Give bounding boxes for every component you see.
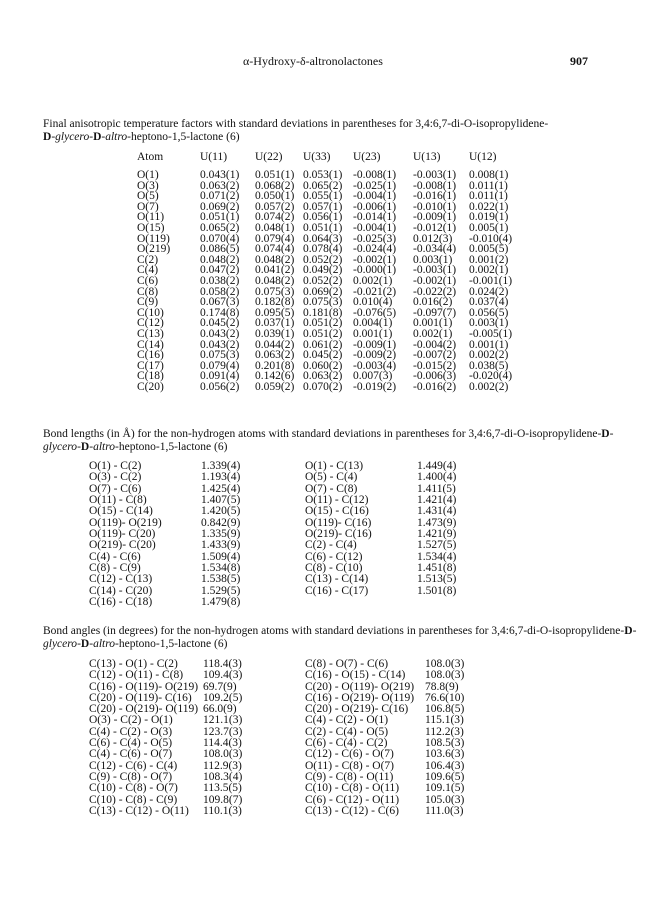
table-cell: 0.182(8) (255, 296, 295, 309)
anisotropic-temperature-factors-table (137, 150, 524, 392)
table-cell: C(12) (137, 317, 164, 330)
table-cell: O(7) - C(8) (305, 482, 358, 495)
table-cell: 0.060(2) (303, 359, 343, 372)
table-cell: 109.2(5) (203, 691, 243, 704)
table-cell: 105.0(3) (425, 793, 465, 806)
running-title: α-Hydroxy-δ-altronolactones (243, 54, 383, 68)
table-cell: 0.079(4) (200, 359, 240, 372)
table-cell: 66.0(9) (203, 703, 237, 716)
table-cell: -0.003(1) (413, 169, 457, 181)
table-cell: -0.008(1) (413, 179, 457, 192)
table-cell: 0.201(8) (255, 359, 295, 372)
table-cell: C(12) - C(6) - O(7) (305, 748, 394, 761)
table-cell: 0.063(2) (200, 179, 240, 192)
table-cell: O(3) (137, 179, 159, 192)
table-row (137, 170, 524, 181)
table-cell: 0.038(2) (200, 274, 240, 287)
table-cell: 1.431(4) (417, 505, 457, 518)
table-cell: 0.005(1) (469, 221, 509, 234)
table-cell: C(16) - O(219)- O(119) (305, 691, 415, 704)
table-cell: 108.0(3) (425, 658, 465, 670)
table-cell: C(9) - C(8) - O(11) (305, 770, 394, 783)
table-cell: 1.335(9) (201, 528, 241, 541)
table-cell: 0.051(2) (303, 327, 343, 340)
table-cell: 0.075(3) (303, 296, 343, 309)
table-cell: 0.037(1) (255, 317, 295, 330)
table-cell: -0.004(1) (353, 221, 397, 234)
table-cell: 1.339(4) (201, 460, 241, 472)
column-header: U(12) (469, 151, 497, 163)
table-cell: C(4) - C(2) - O(3) (89, 725, 173, 738)
table-cell: 0.041(2) (255, 264, 295, 277)
table-cell: -0.019(2) (353, 380, 397, 393)
table-cell: 0.037(4) (469, 296, 509, 309)
table-cell: O(119)- O(219) (89, 516, 162, 529)
table-cell: C(16) (137, 349, 164, 362)
table-cell: C(12) - O(11) - C(8) (89, 669, 184, 682)
table-cell: 0.053(1) (303, 169, 343, 181)
table-cell: C(20) - O(119)- C(16) (89, 691, 192, 704)
table-cell: 0.051(1) (303, 221, 343, 234)
table-cell: C(14) (137, 338, 164, 351)
table-cell: 0.011(1) (469, 190, 508, 203)
table-cell: 0.002(1) (469, 264, 509, 277)
table-row (89, 749, 485, 760)
column-header: U(13) (413, 151, 441, 163)
table-cell: O(3) - C(2) - O(1) (89, 714, 173, 727)
table-cell: 111.0(3) (425, 804, 464, 817)
table-cell: 0.048(2) (255, 274, 295, 287)
table-cell: 0.063(2) (255, 349, 295, 362)
table-cell: 0.091(4) (200, 370, 240, 383)
table-cell: 0.048(2) (255, 253, 295, 266)
table-cell: -0.004(1) (353, 190, 397, 203)
table-cell: O(119)- C(20) (89, 528, 156, 541)
table-cell: 108.5(3) (425, 737, 465, 750)
table-cell: 0.057(1) (303, 200, 343, 213)
table-cell: 0.063(2) (303, 370, 343, 383)
table-cell: 0.043(1) (200, 169, 240, 181)
table-cell: C(8) - O(7) - C(6) (305, 658, 389, 670)
table-cell: C(4) - C(6) (89, 550, 141, 563)
table-cell: C(20) - O(219)- C(16) (305, 703, 409, 716)
table-cell: 0.065(2) (200, 221, 240, 234)
table-cell: 0.008(1) (469, 169, 509, 181)
table-cell: 0.061(2) (303, 338, 343, 351)
table-cell: C(16) - C(18) (89, 596, 153, 609)
column-header: Atom (137, 151, 164, 163)
table-cell: C(17) (137, 359, 164, 372)
table-cell: O(11) - C(8) (89, 494, 147, 507)
table-cell: C(13) - O(1) - C(2) (89, 658, 178, 670)
table-cell: 0.074(4) (255, 243, 295, 256)
table-row (137, 329, 524, 340)
table-cell: -0.002(1) (413, 274, 457, 287)
table-cell: -0.006(1) (353, 200, 397, 213)
table-cell: 0.001(1) (469, 338, 509, 351)
table-cell: 1.451(8) (417, 562, 457, 575)
table-cell: O(15) (137, 221, 165, 234)
table-cell: O(1) - C(13) (305, 460, 364, 472)
table-cell: 1.425(4) (201, 482, 241, 495)
table-cell: 0.003(1) (469, 317, 509, 330)
table-cell: -0.002(1) (353, 253, 397, 266)
table-cell: -0.006(3) (413, 370, 457, 383)
table-cell: 0.019(1) (469, 211, 509, 224)
table-cell: O(119) (137, 232, 170, 245)
table-cell: 0.045(2) (303, 349, 343, 362)
table-row (137, 276, 524, 287)
table-cell: -0.010(4) (469, 232, 513, 245)
table-cell: 106.4(3) (425, 759, 465, 772)
table-cell: C(2) - C(4) (305, 539, 357, 552)
table-cell: 1.411(5) (417, 482, 456, 495)
table-cell: 0.056(2) (200, 380, 240, 393)
table-cell: -0.004(2) (413, 338, 457, 351)
table-cell: 0.002(1) (413, 327, 453, 340)
table-cell: C(4) - C(6) - O(7) (89, 748, 173, 761)
table-cell: C(14) - C(20) (89, 584, 153, 597)
table-cell: 0.011(1) (469, 179, 508, 192)
column-header: U(33) (303, 151, 331, 163)
table-cell: O(7) (137, 200, 159, 213)
table-cell: 118.4(3) (203, 658, 242, 670)
table-cell: 0.003(1) (413, 253, 453, 266)
table-cell: -0.016(1) (413, 190, 457, 203)
table-cell: 1.527(5) (417, 539, 457, 552)
table-cell: O(7) - C(6) (89, 482, 142, 495)
table-cell: C(2) (137, 253, 159, 266)
table-cell: 0.005(5) (469, 243, 509, 256)
table-cell: 112.2(3) (425, 725, 464, 738)
table-cell: 0.045(2) (200, 317, 240, 330)
table-cell: -0.025(1) (353, 179, 397, 192)
table-cell: -0.012(1) (413, 221, 457, 234)
table-cell: C(12) - C(13) (89, 573, 153, 586)
table-cell: -0.097(7) (413, 306, 457, 319)
table-cell: -0.014(1) (353, 211, 397, 224)
table-cell: 114.4(3) (203, 737, 242, 750)
table-cell: 0.068(2) (255, 179, 295, 192)
table-cell: 0.048(1) (255, 221, 295, 234)
table-row (89, 806, 485, 817)
table-cell: C(6) - C(12) - O(11) (305, 793, 400, 806)
table-cell: -0.021(2) (353, 285, 397, 298)
table-cell: C(6) - C(4) - C(2) (305, 737, 388, 750)
table-cell: 1.193(4) (201, 471, 241, 484)
table-cell: C(20) (137, 380, 164, 393)
table-cell: C(13) - C(12) - O(11) (89, 804, 189, 817)
table-row (89, 472, 477, 483)
table-cell: 0.047(2) (200, 264, 240, 277)
table-cell: C(13) (137, 327, 164, 340)
table-cell: 0.048(2) (200, 253, 240, 266)
table-cell: 0.043(2) (200, 338, 240, 351)
table-cell: 106.8(5) (425, 703, 465, 716)
table-cell: 0.004(1) (353, 317, 393, 330)
table-cell: 1.400(4) (417, 471, 457, 484)
table1-caption: Final anisotropic temperature factors with standard deviations in parentheses for 3,4:6,7-di-O-isopropylidene- D-glycero-D-altro-heptono-1,5-lactone (6) (43, 118, 549, 143)
table-cell: 0.001(2) (469, 253, 509, 266)
table-cell: 0.181(8) (303, 306, 343, 319)
table-cell (417, 597, 477, 608)
table-cell: 103.6(3) (425, 748, 465, 761)
table-cell: C(16) - O(119)- O(219) (89, 680, 199, 693)
table-cell: 112.9(3) (203, 759, 242, 772)
table-cell: O(1) (137, 169, 159, 181)
table-cell: O(219) (137, 243, 171, 256)
table-cell: 0.174(8) (200, 306, 240, 319)
table-cell: 0.075(3) (255, 285, 295, 298)
table-cell: 0.044(2) (255, 338, 295, 351)
table-cell: 123.7(3) (203, 725, 243, 738)
table-cell: C(20) - O(119)- O(219) (305, 680, 415, 693)
table-cell: 0.007(3) (353, 370, 393, 383)
table-cell: C(10) - C(8) - O(11) (305, 782, 400, 795)
table-cell: 0.086(5) (200, 243, 240, 256)
table-header-row (137, 150, 524, 170)
table-cell: 0.038(5) (469, 359, 509, 372)
table-cell: -0.009(1) (413, 211, 457, 224)
table-cell: O(15) - C(14) (89, 505, 153, 518)
table-cell: 1.421(4) (417, 494, 457, 507)
table-cell: 0.051(2) (303, 317, 343, 330)
table-cell: -0.003(1) (413, 264, 457, 277)
table-row (89, 783, 485, 794)
table-cell: 0.065(2) (303, 179, 343, 192)
table-row (137, 382, 524, 393)
table-cell: 0.055(1) (303, 190, 343, 203)
table-cell: O(5) (137, 190, 159, 203)
table-cell: 1.534(4) (417, 550, 457, 563)
table-cell: 69.7(9) (203, 680, 237, 693)
table-cell: 0.071(2) (200, 190, 240, 203)
table-cell (305, 597, 417, 608)
table-cell: C(10) (137, 306, 164, 319)
table-cell: -0.009(1) (353, 338, 397, 351)
table-cell: O(11) - C(12) (305, 494, 369, 507)
table-cell: -0.016(2) (413, 380, 457, 393)
table-cell: 1.473(9) (417, 516, 457, 529)
table-cell: 0.001(1) (353, 327, 393, 340)
bond-angles-table (89, 659, 485, 817)
table-cell: C(13) - C(12) - C(6) (305, 804, 399, 817)
table-cell: 0.095(5) (255, 306, 295, 319)
table-cell: 0.079(4) (255, 232, 295, 245)
table-cell: C(2) - C(4) - O(5) (305, 725, 389, 738)
table-cell: 109.1(5) (425, 782, 465, 795)
table-cell: 1.449(4) (417, 460, 457, 472)
table-cell: 0.074(2) (255, 211, 295, 224)
table-cell: 0.051(1) (200, 211, 240, 224)
table-cell: 0.058(2) (200, 285, 240, 298)
table-cell: 0.056(1) (303, 211, 343, 224)
table-cell: O(1) - C(2) (89, 460, 142, 472)
table-cell: C(12) - C(6) - C(4) (89, 759, 178, 772)
table-cell: O(5) - C(4) (305, 471, 358, 484)
table3-caption: Bond angles (in degrees) for the non-hydrogen atoms with standard deviations in parentheses for 3,4:6,7-di-O-isopropylidene-D-glycero-D-altro-heptono-1,5-lactone (6) (43, 625, 637, 650)
table-cell: 1.420(5) (201, 505, 241, 518)
table-cell: C(8) - C(10) (305, 562, 363, 575)
table-cell: 108.0(3) (203, 748, 243, 761)
table-cell: 0.043(2) (200, 327, 240, 340)
table-cell: 1.513(5) (417, 573, 457, 586)
table-cell: O(11) (137, 211, 165, 224)
table-cell: -0.007(2) (413, 349, 457, 362)
table-cell: -0.076(5) (353, 306, 397, 319)
table-cell: 108.0(3) (425, 669, 465, 682)
table-cell: C(6) - C(12) (305, 550, 363, 563)
table-cell: -0.015(2) (413, 359, 457, 372)
table-cell: 0.064(3) (303, 232, 343, 245)
table-cell: -0.010(1) (413, 200, 457, 213)
table-cell: 0.057(2) (255, 200, 295, 213)
table-cell: -0.000(1) (353, 264, 397, 277)
table-cell: 78.8(9) (425, 680, 459, 693)
table-cell: C(8) - C(9) (89, 562, 141, 575)
table-cell: 109.6(5) (425, 770, 465, 783)
table-cell: 0.002(2) (469, 380, 509, 393)
table-cell: 0.010(4) (353, 296, 393, 309)
table-cell: C(9) (137, 296, 159, 309)
table-cell: C(10) - C(8) - O(7) (89, 782, 178, 795)
table-row (89, 670, 485, 681)
table2-caption: Bond lengths (in Å) for the non-hydrogen atoms with standard deviations in parentheses for 3,4:6,7-di-O-isopropylidene-D-glycero-D-altro-heptono-1,5-lactone (6) (43, 428, 614, 453)
table-cell: O(15) - C(16) (305, 505, 369, 518)
table-cell: -0.034(4) (413, 243, 457, 256)
table-cell: O(119)- C(16) (305, 516, 372, 529)
table-cell: C(18) (137, 370, 164, 383)
table-cell: 1.407(5) (201, 494, 241, 507)
table-cell: 0.059(2) (255, 380, 295, 393)
column-header: U(22) (255, 151, 283, 163)
table-cell: 0.069(2) (303, 285, 343, 298)
bond-lengths-table (89, 461, 477, 608)
table-cell: C(6) (137, 274, 159, 287)
table-cell: 0.002(1) (353, 274, 393, 287)
page-number: 907 (570, 54, 588, 68)
table-cell: C(13) - C(14) (305, 573, 369, 586)
table-cell: -0.009(2) (353, 349, 397, 362)
table-cell: 0.016(2) (413, 296, 453, 309)
column-header: U(23) (353, 151, 381, 163)
table-cell: 1.529(5) (201, 584, 241, 597)
table-cell: -0.003(4) (353, 359, 397, 372)
table-cell: O(219)- C(16) (305, 528, 372, 541)
table-cell: -0.008(1) (353, 169, 397, 181)
table-cell: 1.534(8) (201, 562, 241, 575)
table-cell: C(10) - C(8) - C(9) (89, 793, 178, 806)
table-cell: 0.002(2) (469, 349, 509, 362)
table-cell: C(9) - C(8) - O(7) (89, 770, 173, 783)
table-cell: C(16) - O(15) - C(14) (305, 669, 406, 682)
table-cell: -0.005(1) (469, 327, 513, 340)
table-cell: 0.142(6) (255, 370, 295, 383)
table-cell: 76.6(10) (425, 691, 465, 704)
table-cell: C(16) - C(17) (305, 584, 369, 597)
table-cell: 0.052(2) (303, 253, 343, 266)
table-cell: C(6) - C(4) - O(5) (89, 737, 173, 750)
table-cell: 0.075(3) (200, 349, 240, 362)
table-cell: -0.022(2) (413, 285, 457, 298)
table-cell: 115.1(3) (425, 714, 464, 727)
table-cell: 1.433(9) (201, 539, 241, 552)
table-cell: 0.069(2) (200, 200, 240, 213)
table-cell: C(4) - C(2) - O(1) (305, 714, 389, 727)
table-cell: 109.4(3) (203, 669, 243, 682)
table-cell: C(20) - O(219)- O(119) (89, 703, 199, 716)
table-cell: 121.1(3) (203, 714, 243, 727)
table-cell: 0.050(1) (255, 190, 295, 203)
table-cell: C(4) (137, 264, 159, 277)
table-cell: 110.1(3) (203, 804, 242, 817)
table-cell: 0.024(2) (469, 285, 509, 298)
table-row (137, 223, 524, 234)
table-cell: 0.012(3) (413, 232, 453, 245)
table-cell: 109.8(7) (203, 793, 243, 806)
table-cell: O(11) - C(8) - O(7) (305, 759, 394, 772)
table-cell: 1.509(4) (201, 550, 241, 563)
table-cell: 0.051(1) (255, 169, 295, 181)
table-cell: 1.501(8) (417, 584, 457, 597)
table-cell: -0.024(4) (353, 243, 397, 256)
table-row (89, 597, 477, 608)
table-cell: 0.022(1) (469, 200, 509, 213)
table-cell: 113.5(5) (203, 782, 242, 795)
table-cell: 0.001(1) (413, 317, 453, 330)
table-cell: 0.067(3) (200, 296, 240, 309)
table-cell: 0.078(4) (303, 243, 343, 256)
table-cell: C(8) (137, 285, 159, 298)
table-cell: 0.070(4) (200, 232, 240, 245)
table-cell: -0.020(4) (469, 370, 513, 383)
table-cell: 0.842(9) (201, 516, 241, 529)
table-cell: -0.025(3) (353, 232, 397, 245)
table-cell: 0.052(2) (303, 274, 343, 287)
table-cell: 1.479(8) (201, 596, 241, 609)
table-cell: 0.056(5) (469, 306, 509, 319)
table-cell: 108.3(4) (203, 770, 243, 783)
table-cell: 0.039(1) (255, 327, 295, 340)
column-header: U(11) (200, 151, 228, 163)
table-cell: 0.070(2) (303, 380, 343, 393)
table-cell: 1.421(9) (417, 528, 457, 541)
table-cell: 1.538(5) (201, 573, 241, 586)
table-cell: 0.049(2) (303, 264, 343, 277)
table-cell: -0.001(1) (469, 274, 513, 287)
table-cell: O(3) - C(2) (89, 471, 142, 484)
table-cell: O(219)- C(20) (89, 539, 156, 552)
